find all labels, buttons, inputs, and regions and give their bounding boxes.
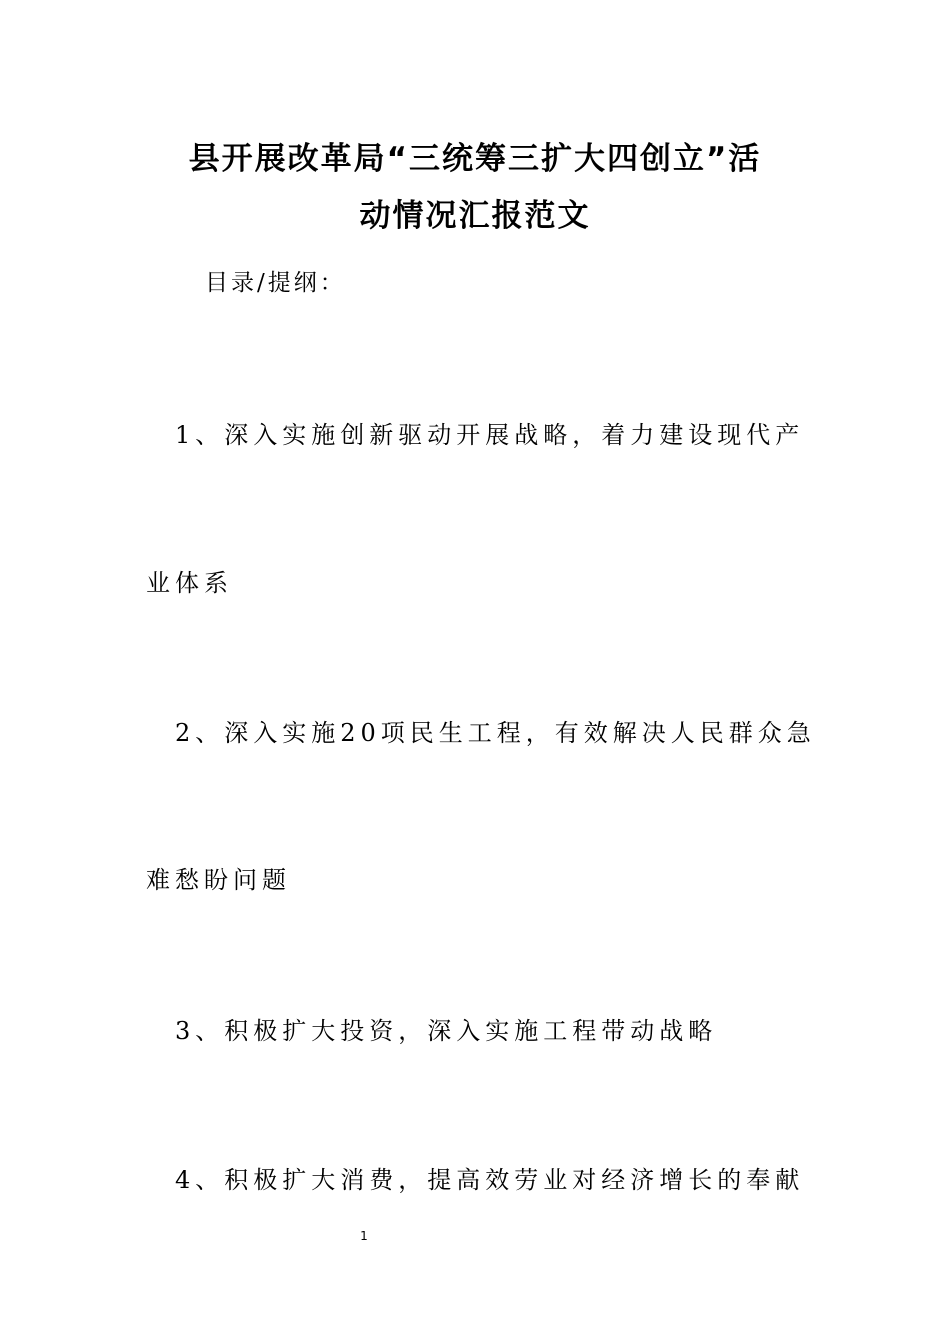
toc-item-2-line-1: 2、深入实施20项民生工程，有效解决人民群众急 (175, 719, 816, 747)
toc-item-1-line-1: 1、深入实施创新驱动开展战略，着力建设现代产 (175, 421, 805, 449)
document-title-line-1: 县开展改革局“三统筹三扩大四创立”活 (188, 141, 762, 177)
toc-item-2-line-2: 难愁盼问题 (146, 866, 291, 894)
toc-label: 目录/提纲： (205, 270, 346, 296)
toc-item-3: 3、积极扩大投资，深入实施工程带动战略 (175, 1017, 718, 1045)
document-title-line-2: 动情况汇报范文 (359, 198, 591, 234)
page-number: 1 (360, 1229, 368, 1243)
toc-item-1-line-2: 业体系 (146, 569, 233, 597)
toc-item-4: 4、积极扩大消费，提高效劳业对经济增长的奉献 (175, 1166, 805, 1194)
